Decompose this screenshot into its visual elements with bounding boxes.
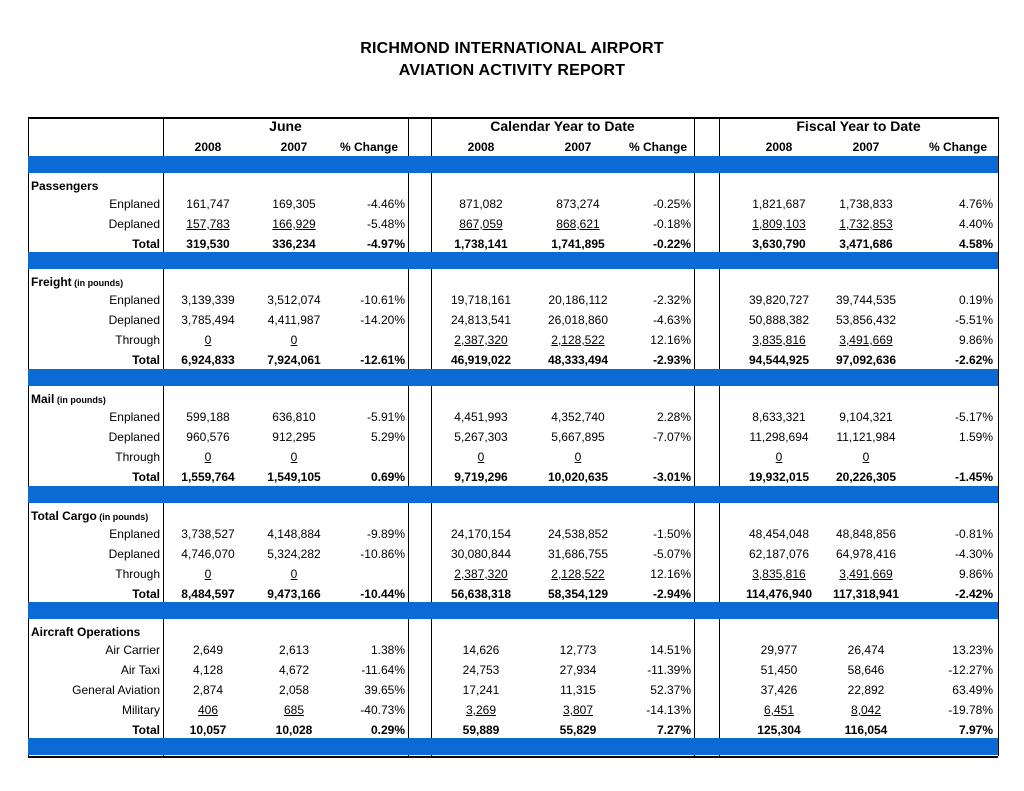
data-cell: 63.49%: [952, 683, 993, 697]
data-cell: 912,295: [272, 430, 316, 444]
data-cell: -2.94%: [652, 587, 691, 601]
section-title-text: Passengers: [31, 179, 99, 193]
data-cell: -10.44%: [360, 587, 405, 601]
data-cell: 50,888,382: [748, 313, 810, 327]
data-cell: 1,741,895: [551, 237, 605, 251]
data-cell: 30,080,844: [450, 547, 512, 561]
data-cell: -9.89%: [366, 527, 405, 541]
data-cell: 1,738,833: [839, 197, 893, 211]
row-label: Total: [132, 470, 160, 484]
data-cell: 2,128,522: [551, 567, 605, 581]
row-label: Through: [115, 567, 160, 581]
data-cell: 10,020,635: [547, 470, 609, 484]
data-cell: 0: [862, 450, 870, 464]
data-cell: -2.32%: [652, 293, 691, 307]
data-cell: -19.78%: [948, 703, 993, 717]
data-cell: 24,813,541: [450, 313, 512, 327]
section-unit-note: (in pounds): [54, 395, 106, 405]
data-cell: 1,809,103: [752, 217, 806, 231]
data-cell: 48,848,856: [835, 527, 897, 541]
data-cell: -10.61%: [360, 293, 405, 307]
data-cell: 64,978,416: [835, 547, 897, 561]
row-label: Military: [122, 703, 160, 717]
data-cell: 19,932,015: [748, 470, 810, 484]
row-label: Deplaned: [108, 217, 160, 231]
table-bottom-border: [28, 756, 998, 758]
data-cell: 0.19%: [958, 293, 993, 307]
data-cell: 0: [204, 450, 212, 464]
data-cell: 0: [204, 567, 212, 581]
data-cell: 336,234: [272, 237, 316, 251]
data-cell: -0.25%: [652, 197, 691, 211]
section-title: [31, 509, 148, 523]
data-cell: -2.62%: [954, 353, 993, 367]
row-label: Enplaned: [109, 410, 160, 424]
data-cell: -4.46%: [366, 197, 405, 211]
data-cell: 29,977: [760, 643, 798, 657]
data-cell: 5,267,303: [454, 430, 508, 444]
data-cell: 9.86%: [958, 333, 993, 347]
table-vline: [28, 117, 29, 756]
row-label: Total: [132, 237, 160, 251]
row-label: Air Carrier: [105, 643, 160, 657]
data-cell: 11,315: [560, 683, 596, 697]
data-cell: 13.23%: [952, 643, 993, 657]
data-cell: 960,576: [186, 430, 230, 444]
data-cell: 2.28%: [656, 410, 691, 424]
section-separator-band: [28, 486, 998, 503]
data-cell: 14,626: [462, 643, 500, 657]
row-label: Through: [115, 450, 160, 464]
data-cell: -10.86%: [360, 547, 405, 561]
row-label: Through: [115, 333, 160, 347]
data-cell: 116,054: [844, 723, 888, 737]
data-cell: -5.07%: [652, 547, 691, 561]
data-cell: 0: [775, 450, 783, 464]
data-cell: 52.37%: [650, 683, 691, 697]
data-cell: 8,042: [850, 703, 882, 717]
data-cell: 4,451,993: [454, 410, 508, 424]
section-title: [31, 179, 98, 193]
section-separator-band: [28, 369, 998, 386]
data-cell: 17,241: [462, 683, 500, 697]
data-cell: 12,773: [559, 643, 597, 657]
data-cell: 14.51%: [650, 643, 691, 657]
data-cell: 2,613: [278, 643, 310, 657]
data-cell: 1,738,141: [454, 237, 508, 251]
data-cell: 3,785,494: [181, 313, 235, 327]
data-cell: 3,491,669: [839, 567, 893, 581]
data-cell: 4,746,070: [181, 547, 235, 561]
data-cell: 0: [290, 450, 298, 464]
data-cell: 6,924,833: [181, 353, 235, 367]
data-cell: -5.17%: [954, 410, 993, 424]
data-cell: 10,028: [275, 723, 313, 737]
data-cell: 3,139,339: [181, 293, 235, 307]
data-cell: 62,187,076: [748, 547, 810, 561]
data-cell: -40.73%: [360, 703, 405, 717]
row-label: Deplaned: [108, 547, 160, 561]
data-cell: -0.22%: [652, 237, 691, 251]
data-cell: 117,318,941: [832, 587, 900, 601]
row-label: Total: [132, 587, 160, 601]
row-label: Air Taxi: [120, 663, 160, 677]
table-vline: [694, 117, 695, 756]
data-cell: 0: [290, 333, 298, 347]
data-cell: 685: [283, 703, 305, 717]
data-cell: 599,188: [186, 410, 230, 424]
data-cell: 39,744,535: [835, 293, 897, 307]
data-cell: 636,810: [272, 410, 316, 424]
section-separator-band: [28, 156, 998, 173]
data-cell: 9.86%: [958, 567, 993, 581]
data-cell: -0.18%: [652, 217, 691, 231]
data-cell: 31,686,755: [547, 547, 609, 561]
report-title-line-2: AVIATION ACTIVITY REPORT: [398, 62, 626, 79]
data-cell: 4,411,987: [267, 313, 321, 327]
table-vline: [998, 117, 999, 756]
data-cell: 406: [197, 703, 219, 717]
data-cell: 873,274: [556, 197, 600, 211]
data-cell: 1.38%: [370, 643, 405, 657]
data-cell: 2,874: [192, 683, 224, 697]
section-title-text: Freight: [31, 275, 72, 289]
data-cell: -14.20%: [360, 313, 405, 327]
data-cell: 3,835,816: [752, 567, 806, 581]
data-cell: 871,082: [459, 197, 503, 211]
data-cell: 4,352,740: [551, 410, 605, 424]
data-cell: 3,471,686: [839, 237, 893, 251]
data-cell: 8,633,321: [752, 410, 806, 424]
data-cell: 5,667,895: [551, 430, 605, 444]
data-cell: 3,269: [465, 703, 497, 717]
data-cell: -5.91%: [366, 410, 405, 424]
data-cell: 0: [290, 567, 298, 581]
data-cell: -2.93%: [652, 353, 691, 367]
data-cell: -12.61%: [360, 353, 405, 367]
report-title-line-1: RICHMOND INTERNATIONAL AIRPORT: [360, 40, 664, 57]
data-cell: 3,630,790: [752, 237, 806, 251]
data-cell: -4.97%: [366, 237, 405, 251]
data-cell: 0: [477, 450, 485, 464]
data-cell: 7.97%: [958, 723, 993, 737]
data-cell: 58,646: [847, 663, 885, 677]
row-label: General Aviation: [72, 683, 160, 697]
data-cell: 6,451: [763, 703, 795, 717]
data-cell: 24,538,852: [547, 527, 609, 541]
data-cell: 97,092,636: [835, 353, 897, 367]
data-cell: 20,226,305: [835, 470, 897, 484]
section-title: [31, 625, 140, 639]
data-cell: 0: [204, 333, 212, 347]
row-label: Total: [132, 353, 160, 367]
data-cell: 2,387,320: [454, 333, 508, 347]
data-cell: 4.58%: [958, 237, 993, 251]
section-separator-band: [28, 738, 998, 755]
data-cell: 8,484,597: [181, 587, 235, 601]
data-cell: 4,672: [278, 663, 310, 677]
data-cell: 56,638,318: [450, 587, 512, 601]
data-cell: -11.64%: [361, 663, 405, 677]
section-separator-band: [28, 602, 998, 619]
data-cell: 125,304: [757, 723, 801, 737]
data-cell: -3.01%: [652, 470, 691, 484]
data-cell: 0: [574, 450, 582, 464]
data-cell: 3,512,074: [267, 293, 321, 307]
data-cell: -2.42%: [954, 587, 993, 601]
data-cell: 157,783: [186, 217, 230, 231]
table-vline: [719, 117, 720, 756]
data-cell: 9,719,296: [454, 470, 508, 484]
data-cell: 94,544,925: [748, 353, 810, 367]
data-cell: 46,919,022: [450, 353, 512, 367]
data-cell: 48,333,494: [547, 353, 609, 367]
column-header: % Change: [339, 140, 398, 154]
column-header: % Change: [928, 140, 987, 154]
data-cell: 2,058: [278, 683, 310, 697]
data-cell: 1.59%: [958, 430, 993, 444]
data-cell: 24,170,154: [450, 527, 512, 541]
data-cell: 37,426: [760, 683, 798, 697]
data-cell: 3,807: [562, 703, 594, 717]
data-cell: 10,057: [189, 723, 227, 737]
data-cell: 1,821,687: [752, 197, 806, 211]
section-unit-note: (in pounds): [71, 278, 124, 288]
data-cell: 7,924,061: [267, 353, 321, 367]
data-cell: 5.29%: [370, 430, 405, 444]
data-cell: -5.48%: [366, 217, 405, 231]
data-cell: 5,324,282: [267, 547, 321, 561]
data-cell: 39.65%: [364, 683, 405, 697]
data-cell: 20,186,112: [548, 293, 608, 307]
row-label: Deplaned: [108, 430, 160, 444]
data-cell: -5.51%: [954, 313, 993, 327]
data-cell: 0.29%: [370, 723, 405, 737]
data-cell: 58,354,129: [547, 587, 609, 601]
data-cell: 9,104,321: [839, 410, 893, 424]
section-separator-band: [28, 252, 998, 269]
data-cell: 39,820,727: [748, 293, 810, 307]
data-cell: 4,148,884: [267, 527, 321, 541]
data-cell: -1.50%: [652, 527, 691, 541]
section-title: [31, 275, 123, 289]
data-cell: 166,929: [272, 217, 316, 231]
column-header: 2008: [467, 140, 495, 154]
data-cell: 3,835,816: [752, 333, 806, 347]
data-cell: 12.16%: [650, 567, 691, 581]
data-cell: 26,474: [847, 643, 885, 657]
data-cell: 12.16%: [650, 333, 691, 347]
column-header: 2008: [765, 140, 793, 154]
data-cell: 55,829: [559, 723, 597, 737]
table-vline: [431, 117, 432, 756]
data-cell: 59,889: [462, 723, 500, 737]
column-header: 2007: [852, 140, 880, 154]
row-label: Enplaned: [109, 527, 160, 541]
data-cell: -4.63%: [652, 313, 691, 327]
section-title: [31, 392, 106, 406]
group-header: Fiscal Year to Date: [796, 118, 921, 134]
data-cell: 7.27%: [656, 723, 691, 737]
data-cell: 48,454,048: [748, 527, 810, 541]
data-cell: 4.76%: [958, 197, 993, 211]
data-cell: -12.27%: [948, 663, 993, 677]
data-cell: 0.69%: [370, 470, 405, 484]
data-cell: 4,128: [192, 663, 224, 677]
table-vline: [163, 117, 164, 756]
section-unit-note: (in pounds): [96, 512, 149, 522]
data-cell: 24,753: [462, 663, 500, 677]
data-cell: 114,476,940: [745, 587, 813, 601]
data-cell: 2,387,320: [454, 567, 508, 581]
data-cell: 22,892: [847, 683, 885, 697]
data-cell: 1,732,853: [839, 217, 893, 231]
data-cell: 11,121,984: [836, 430, 896, 444]
data-cell: 2,128,522: [551, 333, 605, 347]
data-cell: 2,649: [192, 643, 224, 657]
data-cell: 1,549,105: [267, 470, 321, 484]
data-cell: -11.39%: [647, 663, 691, 677]
column-header: 2007: [564, 140, 592, 154]
data-cell: 161,747: [186, 197, 230, 211]
data-cell: 11,298,694: [749, 430, 809, 444]
data-cell: -1.45%: [954, 470, 993, 484]
column-header: % Change: [628, 140, 687, 154]
row-label: Deplaned: [108, 313, 160, 327]
row-label: Total: [132, 723, 160, 737]
data-cell: 51,450: [760, 663, 798, 677]
data-cell: 4.40%: [958, 217, 993, 231]
data-cell: 3,491,669: [839, 333, 893, 347]
data-cell: 53,856,432: [835, 313, 897, 327]
data-cell: 867,059: [459, 217, 503, 231]
group-header: June: [269, 118, 302, 134]
data-cell: 26,018,860: [547, 313, 609, 327]
data-cell: 1,559,764: [181, 470, 235, 484]
data-cell: 9,473,166: [267, 587, 321, 601]
data-cell: -7.07%: [652, 430, 691, 444]
section-title-text: Mail: [31, 392, 55, 406]
data-cell: -4.30%: [954, 547, 993, 561]
data-cell: 27,934: [559, 663, 597, 677]
column-header: 2007: [280, 140, 308, 154]
data-cell: -0.81%: [954, 527, 993, 541]
data-cell: 19,718,161: [450, 293, 512, 307]
row-label: Enplaned: [109, 293, 160, 307]
data-cell: 319,530: [186, 237, 230, 251]
row-label: Enplaned: [109, 197, 160, 211]
column-header: 2008: [194, 140, 222, 154]
data-cell: 3,738,527: [181, 527, 235, 541]
section-title-text: Aircraft Operations: [31, 625, 141, 639]
group-header: Calendar Year to Date: [490, 118, 635, 134]
data-cell: 169,305: [272, 197, 316, 211]
data-cell: 868,621: [556, 217, 600, 231]
data-cell: -14.13%: [646, 703, 691, 717]
table-vline: [408, 117, 409, 756]
section-title-text: Total Cargo: [31, 509, 97, 523]
